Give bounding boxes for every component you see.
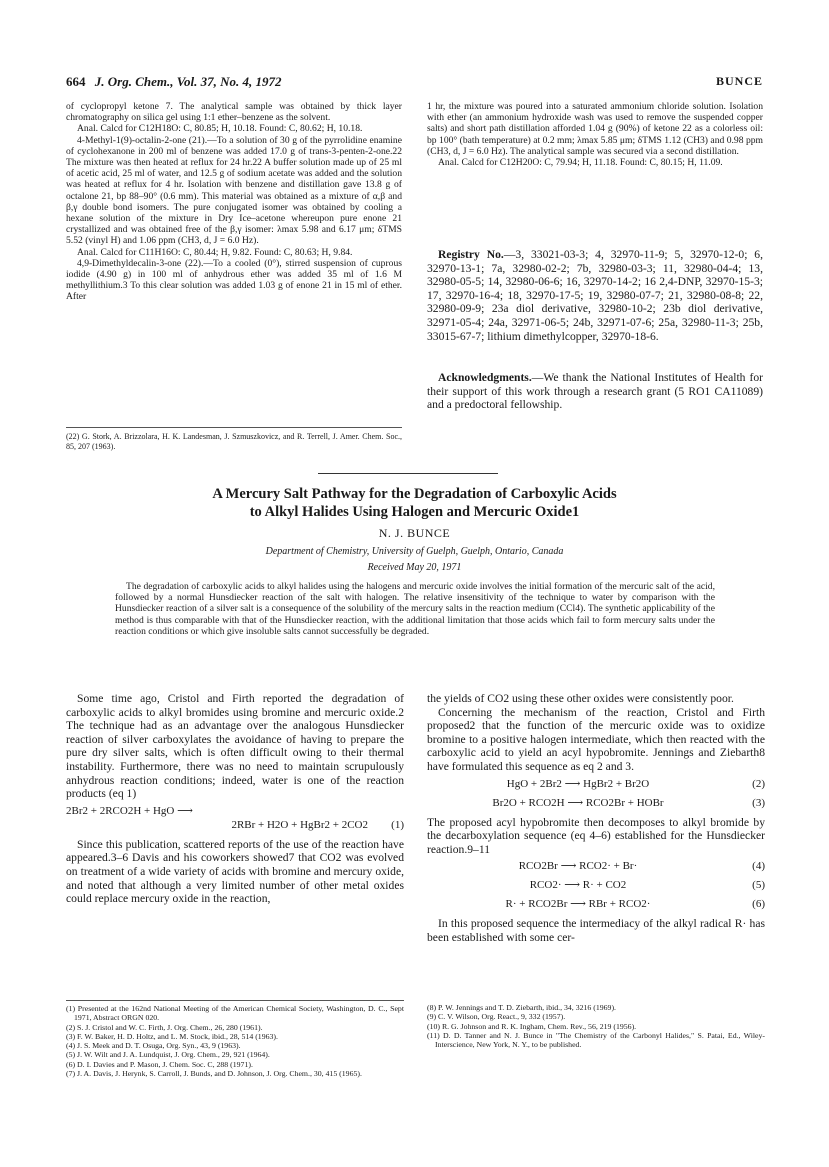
footnote: (11) D. D. Tanner and N. J. Bunce in "The Chemistry of the Carbonyl Halides," S. Patai, Ed., Wiley-Interscience, New York, N. Y., to be published. (427, 1030, 765, 1050)
footnote: (5) J. W. Wilt and J. A. Lundquist, J. Org. Chem., 29, 921 (1964). (66, 1050, 270, 1060)
equation-text: HgO + 2Br2 ⟶ HgBr2 + Br2O (506, 777, 650, 790)
registry-numbers (427, 248, 763, 343)
equation-number: (4) (752, 860, 765, 873)
prev-paragraph: Anal. Calcd for C11H16O: C, 80.44; H, 9.82. Found: C, 80.63; H, 9.84. (77, 246, 353, 258)
equation-line: 2Br2 + 2RCO2H + HgO ⟶ (66, 804, 193, 817)
footnote: (3) F. W. Baker, H. D. Holtz, and L. M. Stock, ibid., 28, 514 (1963). (66, 1031, 278, 1041)
body-paragraph: Some time ago, Cristol and Firth reported the degradation of carboxylic acids to alkyl bromides using bromine and mercuric oxide.2 The technique had as an advantage over the analogous Hunsdiecker reaction of silver carboxylates the avoidance of having to prepare the pure dry silver salts, which is often difficult owing to their thermal instability. Furthermore, there was no need to maintain scrupulously anhydrous reaction conditions; indeed, water is one of the reaction products (eq 1) (66, 692, 404, 801)
article-author: N. J. BUNCE (378, 526, 451, 540)
abstract (115, 581, 715, 637)
equation-number: (2) (752, 777, 765, 790)
equation-6 (427, 898, 765, 913)
footnote: (1) Presented at the 162nd National Meeting of the American Chemical Society, Washington, D. C., Sept 1971, Abstract ORGN 020. (66, 1004, 404, 1023)
header-left (66, 74, 281, 90)
footnote: (7) J. A. Davis, J. Herynk, S. Carroll, J. Bunds, and D. Johnson, J. Org. Chem., 30, 415 (1965). (66, 1069, 362, 1079)
body-paragraph: The proposed acyl hypobromite then decomposes to alkyl bromide by the decarboxylation sequence (eq 4–6) established for the Hunsdiecker reaction.9–11 (427, 815, 765, 856)
equation-text: Br2O + RCO2H ⟶ RCO2Br + HOBr (492, 796, 664, 809)
acknowledgments (427, 371, 763, 412)
body-left-column (66, 692, 404, 906)
article-title (66, 485, 763, 521)
registry-text: —3, 33021-03-3; 4, 32970-11-9; 5, 32970-12-0; 6, 32970-13-1; 7a, 32980-02-2; 7b, 32980-03-3; 11, 32980-04-4; 13, 32980-05-5; 14, 32980-06-6; 16, 32970-14-2; 16 2,4-DNP, 32970-15-3; 17, 32970-16-4; 18, 32970-17-5; 19, 32980-07-7; 21, 32980-08-8; 22, 32980-09-9; 23a diol derivative, 32980-10-2; 23b diol derivative, 32971-05-4; 24a, 32971-06-5; 24b, 32971-07-6; 25a, 32980-11-3; 25b, 33015-67-7; lithium dimethylcopper, 32970-18-6. (427, 248, 763, 343)
prev-paragraph: of cyclopropyl ketone 7. The analytical sample was obtained by thick layer chromatography on silica gel using 1:1 ether–benzene as the solvent. (66, 101, 402, 124)
previous-article-left-column (66, 101, 402, 303)
equation-4 (427, 860, 765, 875)
article-separator (318, 473, 498, 474)
equation-text: R· + RCO2Br ⟶ RBr + RCO2· (505, 898, 651, 911)
body-paragraph: the yields of CO2 using these other oxides were consistently poor. (427, 692, 734, 705)
footnote: (4) J. S. Meek and D. T. Osuga, Org. Syn., 43, 9 (1963). (66, 1041, 241, 1051)
footnote: (10) R. G. Johnson and R. K. Ingham, Chem. Rev., 56, 219 (1956). (427, 1021, 637, 1031)
equation-text: RCO2Br ⟶ RCO2· + Br· (518, 860, 638, 873)
prev-paragraph: Anal. Calcd for C12H20O: C, 79.94; H, 11.18. Found: C, 80.15; H, 11.09. (438, 157, 723, 169)
footnote-22: (22) G. Stork, A. Brizzolara, H. K. Landesman, J. Szmuszkovicz, and R. Terrell, J. Amer. Chem. Soc., 85, 207 (1963). (66, 427, 402, 452)
running-header (66, 74, 763, 90)
equation-2 (427, 778, 765, 793)
registry-label: Registry No. (438, 248, 504, 261)
journal-citation: J. Org. Chem., Vol. 37, No. 4, 1972 (94, 74, 282, 89)
ack-text: —We thank the National Institutes of Health for their support of this work through a research grant (5 RO1 CA11089) and a predoctoral fellowship. (427, 371, 763, 412)
prev-paragraph: 4,9-Dimethyldecalin-3-one (22).—To a cooled (0°), stirred suspension of cuprous iodide (4.90 g) in 100 ml of anhydrous ether was added 35 ml of 1.6 M methyllithium.3 To this clear solution was added 1.03 g of enone 21 in 15 ml of ether. After (66, 257, 402, 303)
equation-number: (6) (752, 898, 765, 911)
footnote: (6) D. I. Davies and P. Mason, J. Chem. Soc. C, 288 (1971). (66, 1059, 253, 1069)
previous-article-right-column (427, 101, 763, 168)
title-line: A Mercury Salt Pathway for the Degradation of Carboxylic Acids (212, 486, 617, 502)
body-paragraph: Concerning the mechanism of the reaction, Cristol and Firth proposed2 that the function of the mercuric oxide was to oxidize bromine to a positive halogen intermediate, which then reacted with the carboxylic acid to yield an acyl hypobromite. Jennings and Ziebarth8 have formulated this sequence as eq 2 and 3. (427, 705, 765, 773)
prev-paragraph: Anal. Calcd for C12H18O: C, 80.85; H, 10.18. Found: C, 80.62; H, 10.18. (77, 123, 363, 135)
equation-3 (427, 797, 765, 812)
body-right-column (427, 692, 765, 945)
footnote: (2) S. J. Cristol and W. C. Firth, J. Org. Chem., 26, 280 (1961). (66, 1022, 263, 1032)
body-paragraph: Since this publication, scattered reports of the use of the reaction have appeared.3–6 Davis and his coworkers showed7 that CO2 was evolved on treatment of a wide variety of acids with bromine and mercury oxide, and noted that although a very limited number of other metal oxides could replace mercury oxide in the reaction, (66, 837, 404, 906)
equation-5 (427, 879, 765, 894)
equation-number: (5) (752, 879, 765, 892)
equation-text: RCO2· ⟶ R· + CO2 (529, 879, 627, 892)
equation-number: (3) (752, 796, 765, 809)
abstract-text: The degradation of carboxylic acids to alkyl halides using the halogens and mercuric oxide involves the initial formation of the mercuric salt of the acid, followed by a normal Hunsdiecker reaction of the salt with halogen. The relative insensitivity of the technique to water by comparison with the Hunsdiecker reaction of a silver salt is a consequence of the solubility of the mercury salts in the reaction medium (CCl4). The synthetic applicability of the method is thus comparable with that of the Hunsdiecker reaction, with the additional limitation that those acids which fail to form mercury salts under the reaction conditions or which give insoluble salts cannot successfully be degraded. (115, 581, 715, 637)
page-number: 664 (66, 74, 86, 89)
footnotes-left (66, 1000, 404, 1078)
affiliation: Department of Chemistry, University of Guelph, Guelph, Ontario, Canada (265, 546, 564, 557)
equation-line: 2RBr + H2O + HgBr2 + 2CO2 (231, 818, 368, 831)
footnotes-right (427, 1003, 765, 1049)
equation-number: (1) (391, 818, 404, 831)
footnote: (8) P. W. Jennings and T. D. Ziebarth, ibid., 34, 3216 (1969). (427, 1003, 616, 1012)
received-date: Received May 20, 1971 (367, 562, 462, 573)
running-author: BUNCE (715, 74, 763, 88)
equation-1 (66, 805, 404, 833)
ack-label: Acknowledgments. (438, 371, 532, 384)
footnote: (9) C. V. Wilson, Org. React., 9, 332 (1957). (427, 1012, 566, 1022)
body-paragraph: In this proposed sequence the intermediacy of the alkyl radical R· has been established with some cer- (427, 917, 765, 944)
prev-paragraph: 1 hr, the mixture was poured into a saturated ammonium chloride solution. Isolation with ether (an ammonium hydroxide wash was used to remove the suspended copper salts) and short path distillation afforded 1.04 g (90%) of ketone 22 as a colorless oil: bp 100° (bath temperature) at 0.2 mm; λmax 5.85 μm; δTMS 1.12 (CH3) and 0.98 ppm (CH3, d, J = 6.0 Hz). The analytical sample was secured via a second distillation. (427, 101, 763, 157)
prev-paragraph: 4-Methyl-1(9)-octalin-2-one (21).—To a solution of 30 g of the pyrrolidine enamine of cyclohexanone in 200 ml of benzene was added 17.0 g of trans-3-penten-2-one.22 The mixture was then heated at reflux for 24 hr.22 A buffer solution made up of 25 ml of acetic acid, 25 ml of water, and 12.5 g of sodium acetate was added and the solution was heated at reflux for 4 hr. Isolation with benzene and distillation gave 13.8 g of octalone 21, bp 88–90° (0.6 mm). This material was obtained as a mixture of α,β and β,γ double bond isomers. The pure conjugated isomer was obtained by cooling a hexane solution of the mixture in Dry Ice–acetone whereupon pure enone 21 crystallized and was obtained free of the β,γ isomer: λmax 5.98 and 6.17 μm; δTMS 5.52 (vinyl H) and 1.06 ppm (CH3, d, J = 6.0 Hz). (66, 134, 402, 247)
title-line: to Alkyl Halides Using Halogen and Mercuric Oxide1 (249, 504, 580, 520)
